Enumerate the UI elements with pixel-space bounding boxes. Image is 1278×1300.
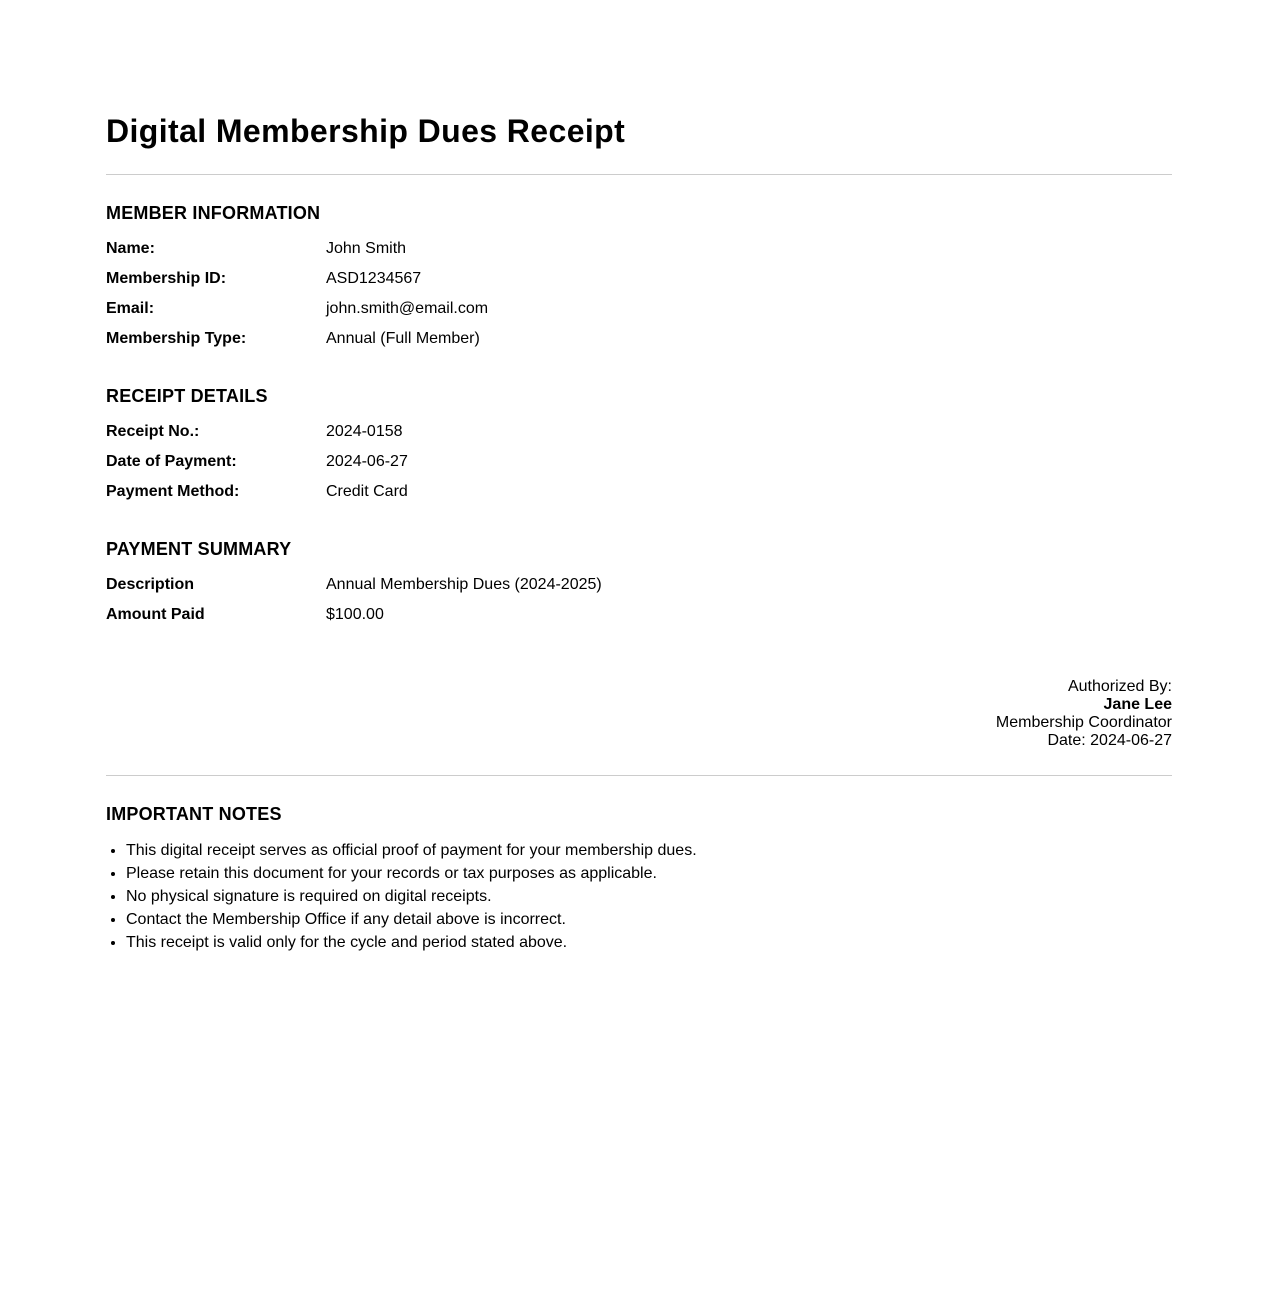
field-label: Receipt No.: — [106, 423, 200, 440]
payment-summary-heading: PAYMENT SUMMARY — [106, 539, 292, 559]
list-item: • Please retain this document for your records or tax purposes as applicable. — [126, 862, 1172, 885]
member-information-heading: MEMBER INFORMATION — [106, 203, 321, 223]
description-row — [106, 570, 1172, 600]
email-row — [106, 294, 1172, 324]
payment-method-row — [106, 477, 1172, 507]
membership-type-row — [106, 324, 1172, 354]
amount-paid-row — [106, 600, 1172, 630]
receipt-number-row — [106, 417, 1172, 447]
authorization-block — [106, 678, 1172, 750]
list-item: • This digital receipt serves as official proof of payment for your membership dues. — [126, 839, 1172, 862]
member-information-section — [106, 202, 1172, 354]
authorization-date: Date: 2024-06-27 — [1047, 732, 1172, 749]
amount-paid-value: $100.00 — [326, 606, 384, 623]
description-value: Annual Membership Dues (2024-2025) — [326, 576, 602, 593]
important-notes-section — [106, 803, 1172, 954]
important-notes-heading: IMPORTANT NOTES — [106, 804, 282, 824]
field-label: Membership ID: — [106, 270, 227, 287]
field-label: Membership Type: — [106, 330, 247, 347]
receipt-details-heading: RECEIPT DETAILS — [106, 386, 268, 406]
authorizer-name: Jane Lee — [1103, 696, 1172, 713]
field-label: Name: — [106, 240, 155, 257]
list-item: • No physical signature is required on digital receipts. — [126, 885, 1172, 908]
membership-type-value: Annual (Full Member) — [326, 330, 480, 347]
field-label: Amount Paid — [106, 606, 205, 623]
email-value: john.smith@email.com — [326, 300, 489, 317]
member-name-value: John Smith — [326, 240, 407, 257]
notes-divider — [106, 775, 1172, 776]
receipt-details-section — [106, 385, 1172, 507]
membership-id-row — [106, 264, 1172, 294]
payment-summary-list — [106, 570, 1172, 630]
list-item: • This receipt is valid only for the cycle and period stated above. — [126, 931, 1172, 954]
list-item: • Contact the Membership Office if any detail above is incorrect. — [126, 908, 1172, 931]
important-notes-list — [106, 839, 1172, 954]
membership-id-value: ASD1234567 — [326, 270, 422, 287]
page-title: Digital Membership Dues Receipt — [106, 113, 626, 149]
authorizer-role: Membership Coordinator — [995, 714, 1172, 731]
member-information-list — [106, 234, 1172, 354]
payment-method-value: Credit Card — [326, 483, 408, 500]
title-divider — [106, 174, 1172, 175]
payment-date-value: 2024-06-27 — [326, 453, 408, 470]
field-label: Email: — [106, 300, 155, 317]
member-name-row — [106, 234, 1172, 264]
receipt-number-value: 2024-0158 — [326, 423, 403, 440]
authorized-by-label: Authorized By: — [1067, 678, 1172, 695]
payment-summary-section — [106, 538, 1172, 630]
receipt-details-list — [106, 417, 1172, 507]
receipt-document — [106, 0, 1172, 954]
field-label: Date of Payment: — [106, 453, 237, 470]
field-label: Description — [106, 576, 195, 593]
payment-date-row — [106, 447, 1172, 477]
field-label: Payment Method: — [106, 483, 240, 500]
